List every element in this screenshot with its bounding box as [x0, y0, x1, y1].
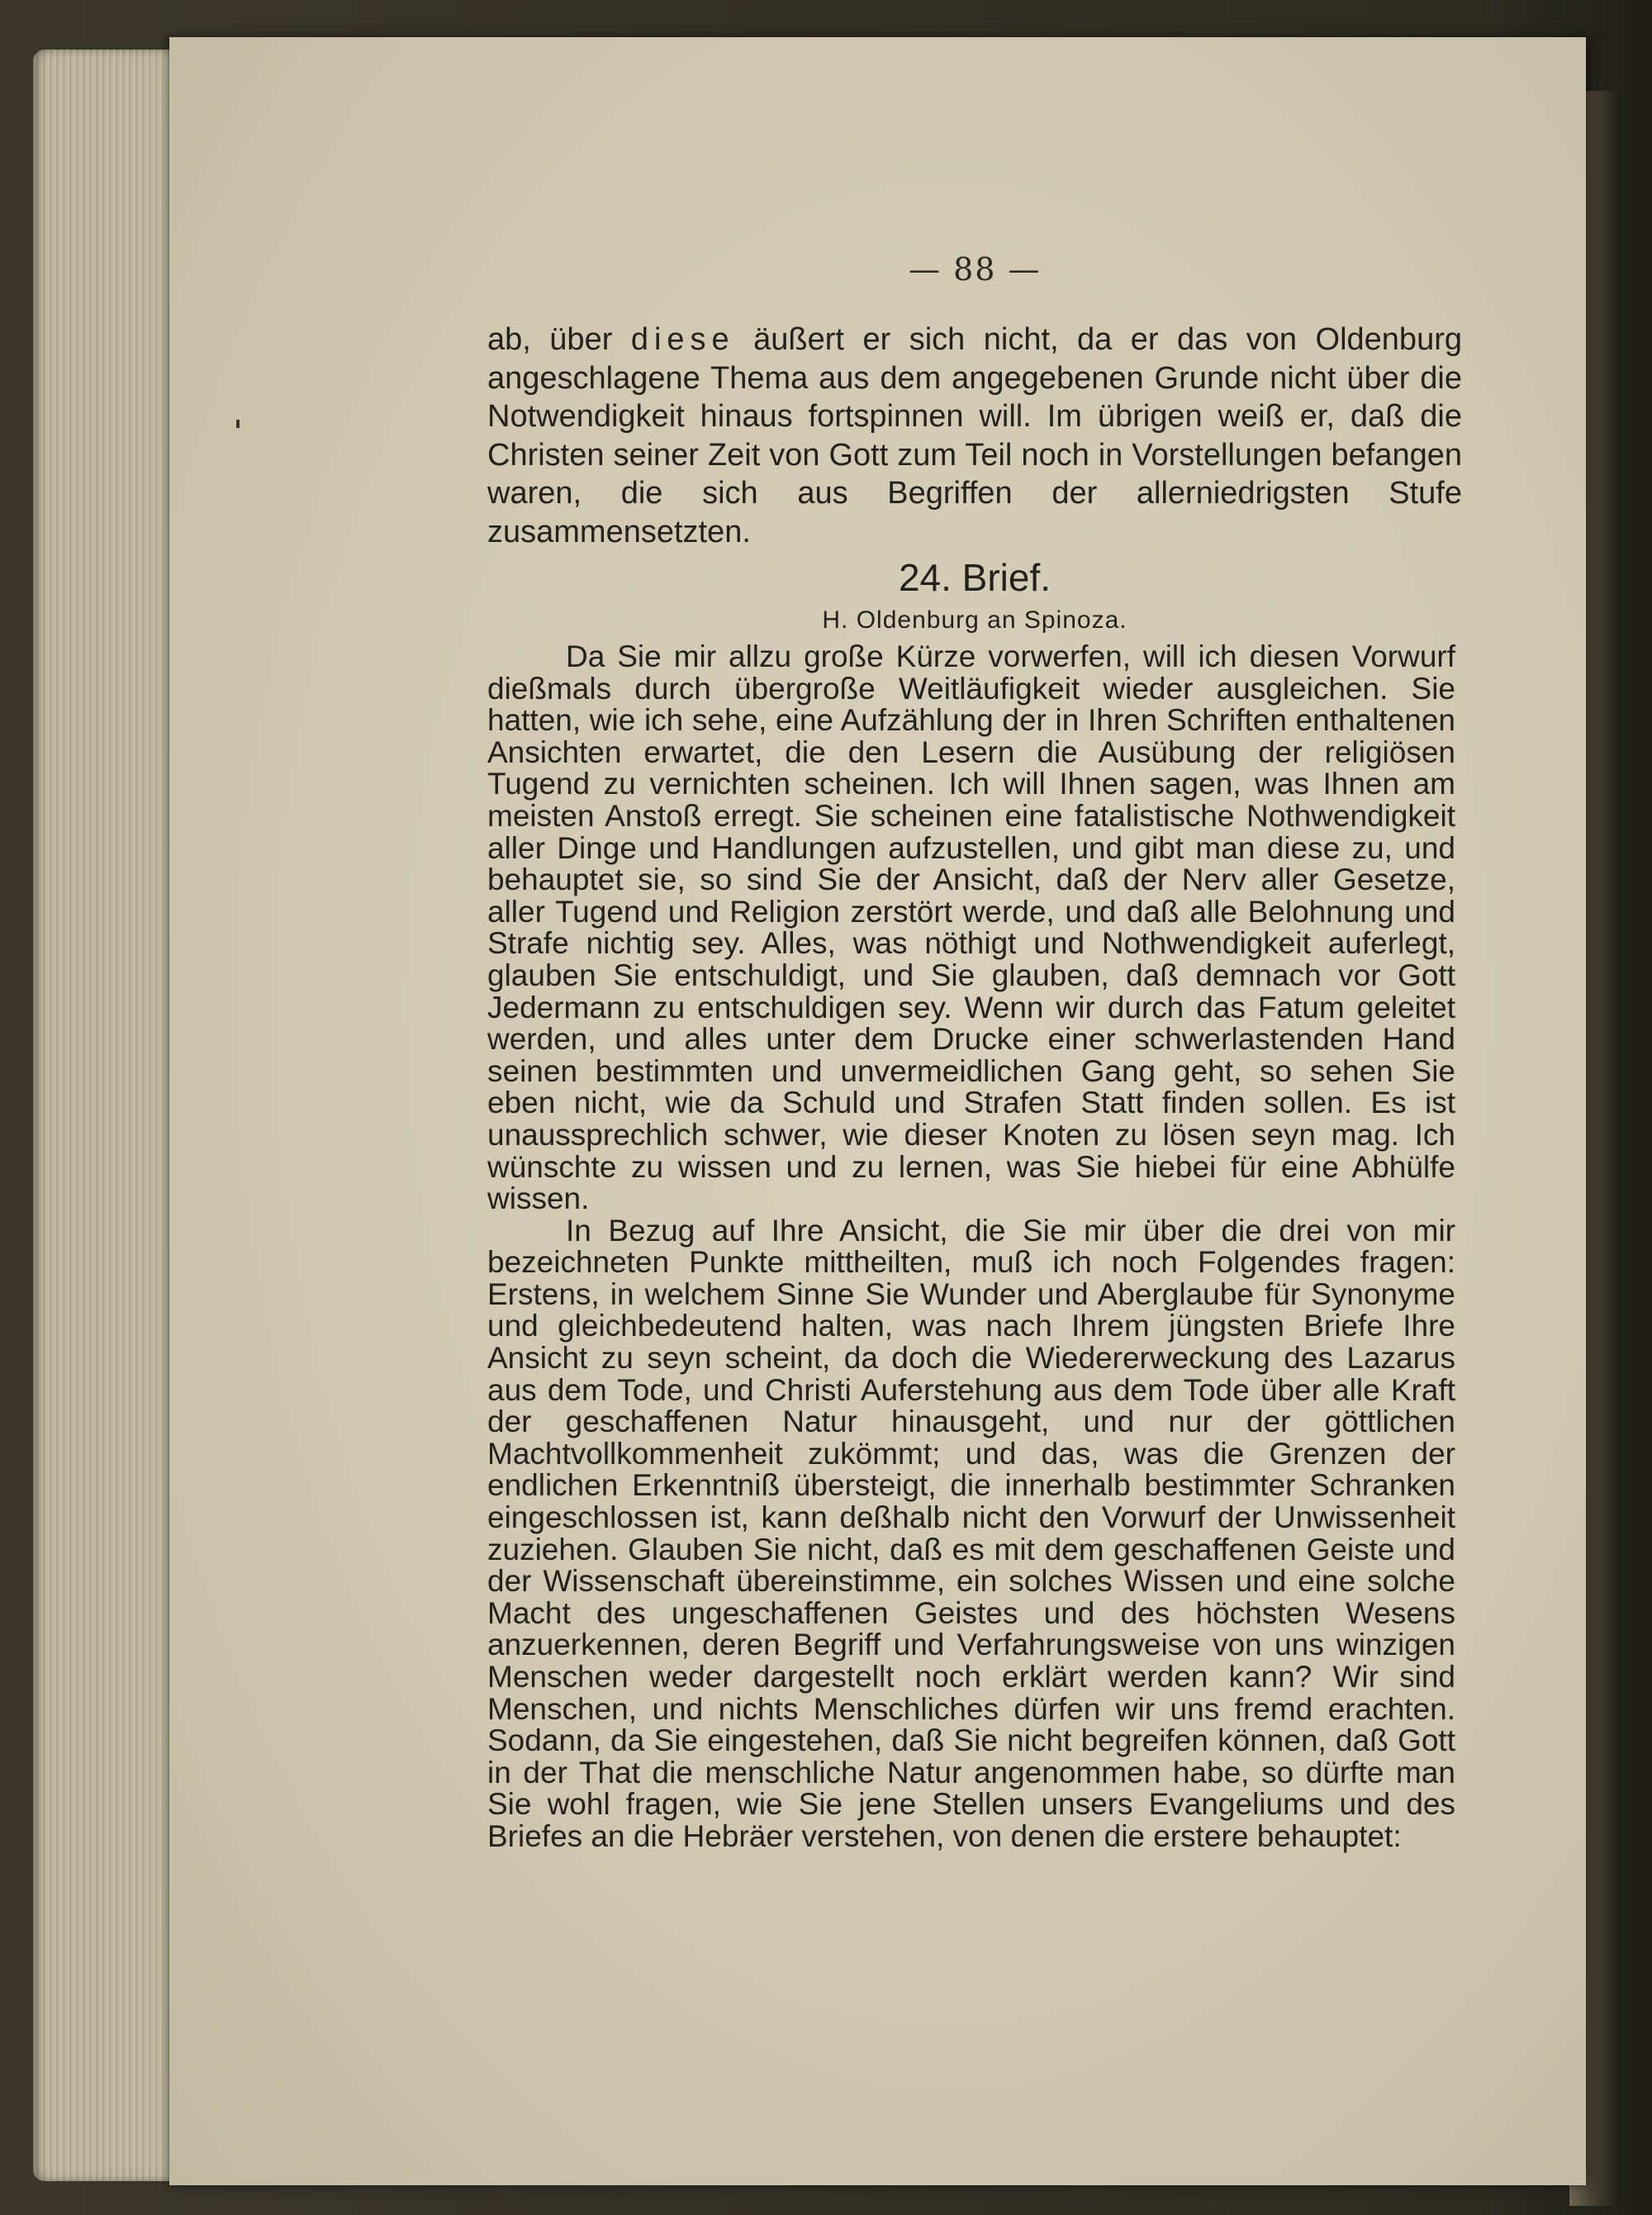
intro-spaced-word: diese	[630, 322, 735, 357]
intro-text-start: ab, über	[487, 322, 631, 357]
letter-subtitle: H. Oldenburg an Spinoza.	[822, 606, 1127, 634]
intro-paragraph	[487, 321, 1462, 551]
intro-text-rest: äußert er sich nicht, da er das von Oldenburg angeschlagene Thema aus dem angegebenen Grunde nicht über die Notwendigkeit hinaus fortspinnen will. Im übrigen weiß er, daß die Christen seiner Zeit von Gott zum Teil noch in Vorstellungen befangen waren, die sich aus Begriffen der allerniedrigsten Stufe zusammensetzten.	[487, 322, 1462, 549]
page-number: — 88 —	[909, 251, 1042, 288]
letter-title: 24. Brief.	[898, 556, 1051, 599]
letter-paragraph-1: Da Sie mir allzu große Kürze vorwerfen, will ich diesen Vorwurf dießmals durch übergroße Weitläufigkeit wieder ausgleichen. Sie hatten, wie ich sehe, eine Aufzählung der in Ihren Schriften enthaltenen Ansichten erwartet, die den Lesern die Ausübung der religiösen Tugend zu vernichten scheinen. Ich will Ihnen sagen, was Ihnen am meisten Anstoß erregt. Sie scheinen eine fatalistische Nothwendigkeit aller Dinge und Handlungen aufzustellen, und gibt man diese zu, und behauptet sie, so sind Sie der Ansicht, daß der Nerv aller Gesetze, aller Tugend und Religion zerstört werde, und daß alle Belohnung und Strafe nichtig sey. Alles, was nöthigt und Nothwendigkeit auferlegt, glauben Sie entschuldigt, und Sie glauben, daß demnach vor Gott Jedermann zu entschuldigen sey. Wenn wir durch das Fatum geleitet werden, und alles unter dem Drucke einer schwerlastenden Hand seinen bestimmten und unvermeidlichen Gang geht, so sehen Sie eben nicht, wie da Schuld und Strafen Statt finden sollen. Es ist unaussprechlich schwer, wie dieser Knoten zu lösen seyn mag. Ich wünschte zu wissen und zu lernen, was Sie hiebei für eine Abhülfe wissen.	[487, 639, 1455, 1216]
margin-speck	[236, 420, 240, 428]
letter-body	[487, 641, 1455, 1853]
letter-paragraph-2: In Bezug auf Ihre Ansicht, die Sie mir über die drei von mir bezeichneten Punkte mittheilten, muß ich noch Folgendes fragen: Erstens, in welchem Sinne Sie Wunder und Aberglaube für Synonyme und gleichbedeutend halten, was nach Ihrem jüngsten Briefe Ihre Ansicht zu seyn scheint, da doch die Wiedererweckung des Lazarus aus dem Tode, und Christi Auferstehung aus dem Tode über alle Kraft der geschaffenen Natur hinausgeht, und nur der göttlichen Machtvollkommenheit zukömmt; und das, was die Grenzen der endlichen Erkenntniß übersteigt, die innerhalb bestimmter Schranken eingeschlossen ist, kann deßhalb nicht den Vorwurf der Unwissenheit zuziehen. Glauben Sie nicht, daß es mit dem geschaffenen Geiste und der Wissenschaft übereinstimme, ein solches Wissen und eine solche Macht des ungeschaffenen Geistes und des höchsten Wesens anzuerkennen, deren Begriff und Verfahrungsweise von uns winzigen Menschen weder dargestellt noch erklärt werden kann? Wir sind Menschen, und nichts Menschliches dürfen wir uns fremd erachten. Sodann, da Sie eingestehen, daß Sie nicht begreifen können, daß Gott in der That die menschliche Natur angenommen habe, so dürfte man Sie wohl fragen, wie Sie jene Stellen unsers Evangeliums und des Briefes an die Hebräer verstehen, von denen die erstere behauptet:	[487, 1213, 1455, 1853]
